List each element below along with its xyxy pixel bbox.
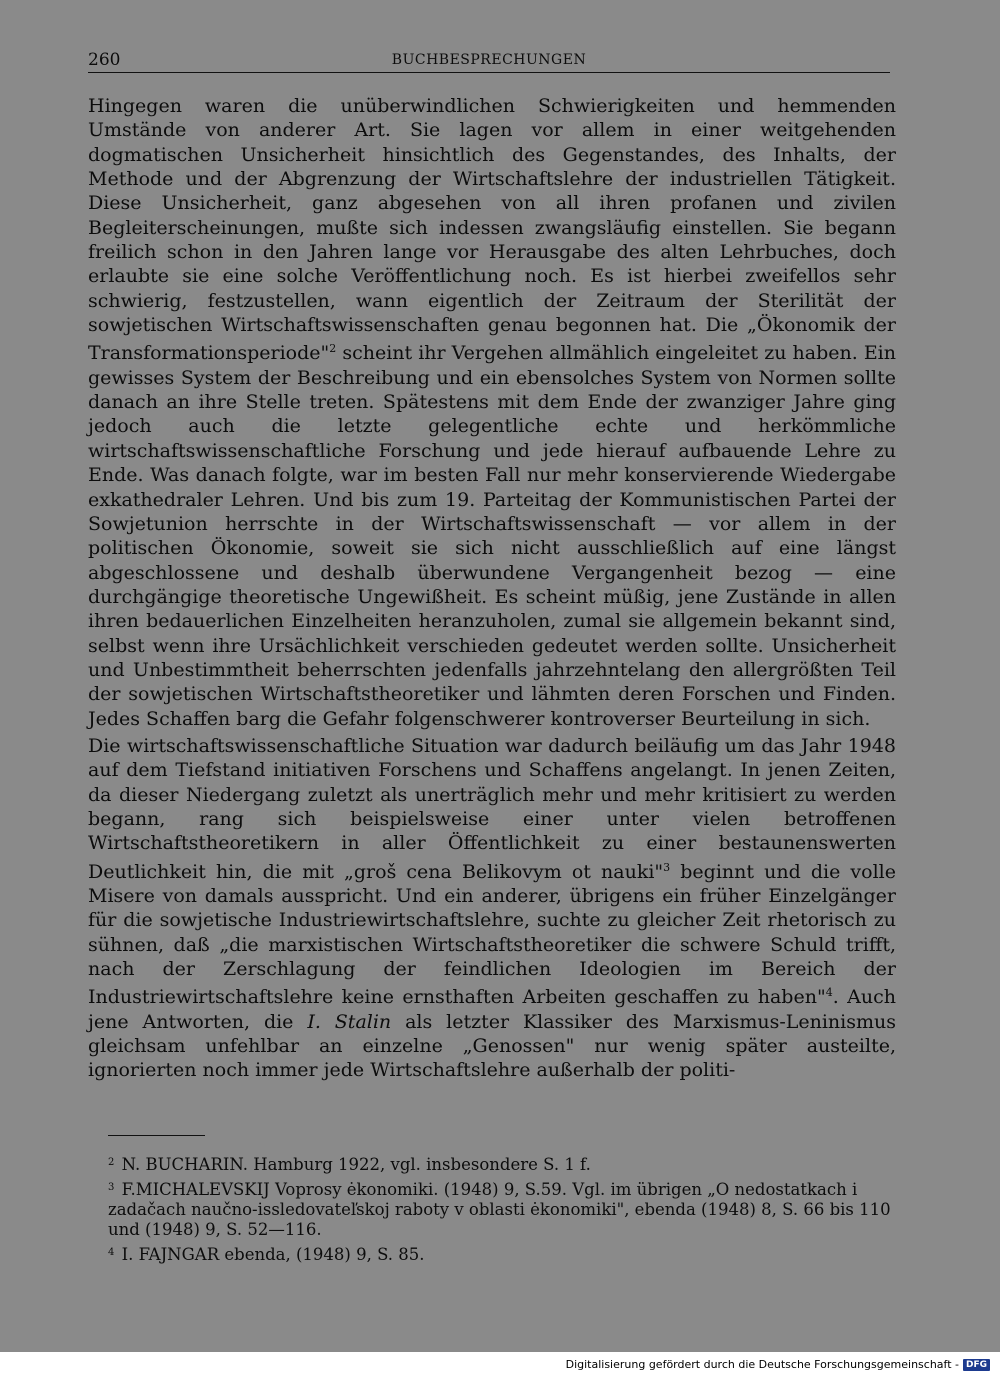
footnote-3 <box>108 1178 900 1240</box>
footnote-mark: 4 <box>108 1247 115 1258</box>
footnote-ref-2: 2 <box>329 342 337 356</box>
footnote-mark: 3 <box>108 1182 115 1193</box>
credit-text: Digitalisierung gefördert durch die Deutsche Forschungsgemeinschaft - <box>565 1358 959 1371</box>
paragraph-2-continued-2: . Auch jene Antworten, die <box>88 986 896 1033</box>
paragraph-1 <box>88 94 896 731</box>
footnote-mark: 2 <box>108 1157 115 1168</box>
footnote-text: F.MICHALEVSKIJ Voprosy ėkonomiki. (1948) 9, S.59. Vgl. im übrigen „O nedostatkach i zadačach naučno-issledovateľskoj raboty v oblasti ėkonomiki", ebenda (1948) 8, S. 66 bis 110 und (1948) 9, S. 52—116. <box>108 1180 891 1239</box>
footnote-divider <box>108 1135 205 1136</box>
footnote-4 <box>108 1243 900 1265</box>
digitization-credit <box>566 1358 990 1371</box>
page-number: 260 <box>88 50 121 70</box>
author-name-stalin: I. Stalin <box>307 1010 392 1033</box>
footnote-ref-3: 3 <box>663 860 671 874</box>
paragraph-1-text: Hingegen waren die unüberwindlichen Schwierigkeiten und hemmenden Umstände von anderer Art. Sie lagen vor allem in einer weitgehenden dogmatischen Unsicherheit hinsichtlich des Gegenstandes, des Inhalts, der Methode und der Abgrenzung der Wirtschaftslehre der industriellen Tätigkeit. Diese Unsicherheit, ganz abgesehen von all ihren profanen und zivilen Begleiterscheinungen, mußte sich indessen zwangsläufig einstellen. Sie begann freilich schon in den Jahren lange vor Herausgabe des alten Lehrbuches, doch erlaubte sie eine solche Veröffentlichung noch. Es ist hierbei zweifellos sehr schwierig, festzustellen, wann eigentlich der Zeitraum der Sterilität der sowjetischen Wirtschaftswissenschaften genau begonnen hat. Die „Ökonomik der Transformationsperiode" <box>88 95 896 365</box>
footnote-ref-4: 4 <box>825 986 833 1000</box>
paragraph-2-continued-1: beginnt und die volle Misere von damals ausspricht. Und ein anderer, übrigens ein früher Einzelgänger für die sowjetische Industriewirtschaftslehre, suchte zu gleicher Zeit rhetorisch zu sühnen, daß „die marxistischen Wirtschaftstheoretiker die schwere Schuld trifft, nach der Zerschlagung der feindlichen Ideologien im Bereich der Industriewirtschaftslehre keine ernsthaften Arbeiten geschaffen zu haben" <box>88 860 896 1009</box>
footnotes <box>108 1153 900 1265</box>
footnote-text: I. FAJNGAR ebenda, (1948) 9, S. 85. <box>121 1245 425 1264</box>
footnote-2 <box>108 1153 900 1175</box>
body-text <box>88 94 896 1083</box>
paragraph-1-continued: scheint ihr Vergehen allmählich eingeleitet zu haben. Ein gewisses System der Beschreibung und ein ebensolches System von Normen sollte danach an ihre Stelle treten. Spätestens mit dem Ende der zwanziger Jahre ging jedoch auch die letzte gelegentliche echte und herkömmliche wirtschaftswissenschaftliche Forschung und jede hierauf aufbauende Lehre zu Ende. Was danach folgte, war im besten Fall nur mehr konservierende Wiedergabe exkathedraler Lehren. Und bis zum 19. Parteitag der Kommunistischen Partei der Sowjetunion herrschte in der Wirtschaftswissenschaft — vor allem in der politischen Ökonomie, soweit sie sich nicht ausschließlich auf eine längst abgeschlossene und deshalb überwundene Vergangenheit bezog — eine durchgängige theoretische Ungewißheit. Es scheint müßig, jene Zustände in allen ihren bedauerlichen Einzelheiten heranzuholen, zumal sie allgemein bekannt sind, selbst wenn ihre Ursächlichkeit verschieden gedeutet werden sollte. Unsicherheit und Unbestimmtheit beherrschten jedenfalls jahrzehntelang den allergrößten Teil der sowjetischen Wirtschaftstheoretiker und lähmten deren Forschen und Finden. Jedes Schaffen barg die Gefahr folgenschwerer kontroverser Beurteilung in sich. <box>88 342 896 730</box>
footnote-text: N. BUCHARIN. Hamburg 1922, vgl. insbesondere S. 1 f. <box>121 1155 591 1174</box>
page-header <box>88 50 890 73</box>
paragraph-2-continued-3: als letzter Klassiker des Marxismus-Leninismus gleichsam unfehlbar an einzelne „Genossen" nur wenig später austeilte, ignorierten noch immer jede Wirtschaftslehre außerhalb der politi- <box>88 1010 896 1082</box>
paragraph-2-text: Die wirtschaftswissenschaftliche Situation war dadurch beiläufig um das Jahr 1948 auf dem Tiefstand initiativen Forschens und Schaffens angelangt. In jenen Zeiten, da dieser Niedergang zuletzt als unerträglich mehr und mehr kritisiert zu werden begann, rang sich beispielsweise einer unter vielen betroffenen Wirtschaftstheoretikern in aller Öffentlichkeit zu einer bestaunenswerten Deutlichkeit hin, die mit „groš cena Belikovym ot nauki" <box>88 734 896 883</box>
dfg-logo: DFG <box>963 1359 990 1371</box>
paragraph-2 <box>88 734 896 1083</box>
running-head: BUCHBESPRECHUNGEN <box>391 52 587 68</box>
